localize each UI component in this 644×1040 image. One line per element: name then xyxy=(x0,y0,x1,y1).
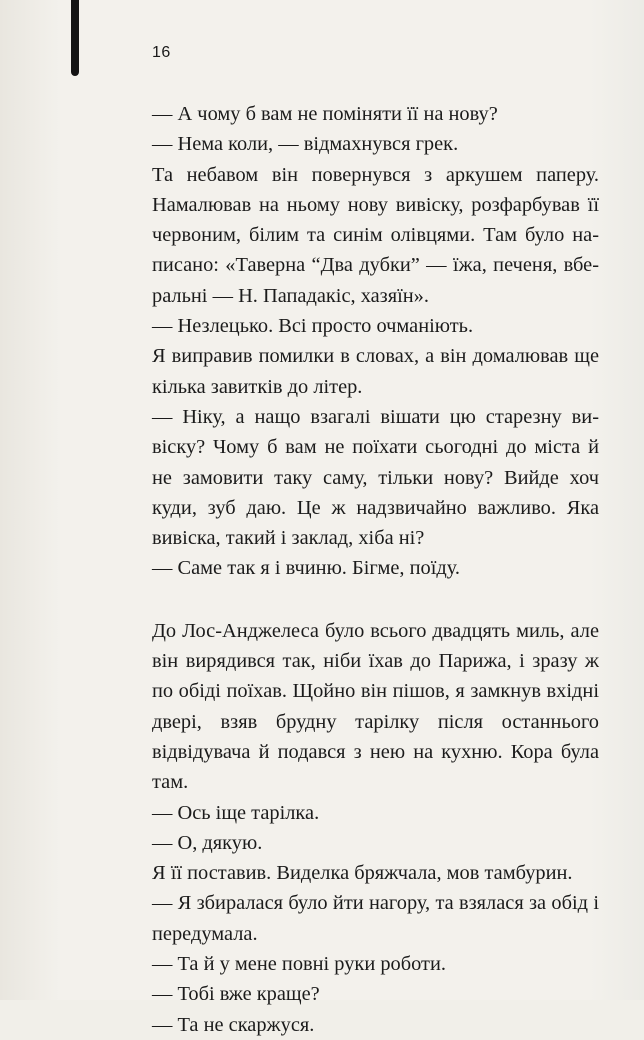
section-break xyxy=(152,584,599,616)
binding-edge-mark xyxy=(71,0,79,76)
book-text xyxy=(152,99,599,1040)
paragraph: — О, дякую. xyxy=(152,831,263,854)
paragraph: — Та не скаржуся. xyxy=(152,1013,315,1036)
paragraph: До Лос-Анджелеса було всього двадцять миль, але він вирядився так, ніби їхав до Парижа, і зразу ж по обіді поїхав. Щойно він пішов, я замкнув вхідні двері, взяв брудну тарілку після останнього відвідувача й подався з нею на кухню. Кора була там. xyxy=(152,619,599,794)
paragraph: Я виправив помилки в словах, а він домалював ще кілька завитків до літер. xyxy=(152,345,599,398)
page-number: 16 xyxy=(152,44,171,61)
paragraph: — Саме так я і вчиню. Бігме, поїду. xyxy=(152,557,461,580)
paragraph: — Я збиралася було йти нагору, та взялася за обід і передумала. xyxy=(152,892,599,945)
paragraph: — Тобі вже краще? xyxy=(152,983,320,1006)
paragraph: — Ось іще тарілка. xyxy=(152,801,320,824)
paragraph: — Ніку, а нащо взагалі вішати цю старезну вивіску? Чому б вам не поїхати сьогодні до міста й не замовити таку саму, тільки нову? Вийде хоч куди, зуб даю. Це ж надзвичайно важливо. Яка вивіска, такий і заклад, хіба ні? xyxy=(152,405,599,550)
paragraph: — Нема коли, — відмахнувся грек. xyxy=(152,133,459,156)
paragraph: — А чому б вам не поміняти її на нову? xyxy=(152,103,498,125)
paragraph: Та небавом він повернувся з аркушем паперу. Намалював на ньому нову вивіску, розфарбував її червоним, білим та синім олівцями. Там було написано: «Таверна “Два дубки” — їжа, печеня, вберальні — Н. Пападакіс, хазяїн». xyxy=(152,163,599,307)
paragraph: — Незлецько. Всі просто очманіють. xyxy=(152,315,474,338)
paragraph: — Та й у мене повні руки роботи. xyxy=(152,953,446,976)
paragraph: Я її поставив. Виделка бряжчала, мов тамбурин. xyxy=(152,862,573,885)
